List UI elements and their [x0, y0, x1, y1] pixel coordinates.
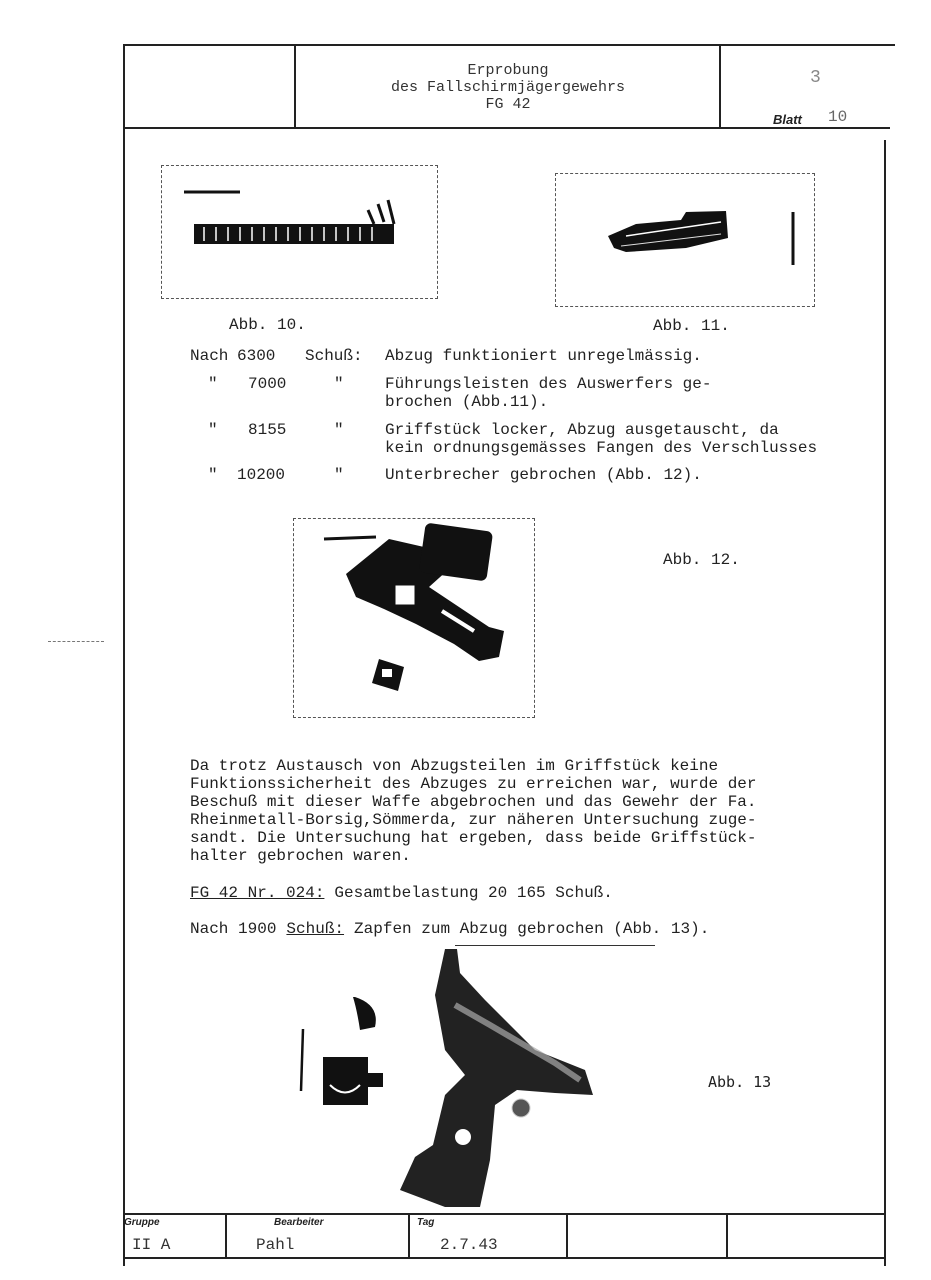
title-line-3: FG 42 — [485, 96, 531, 113]
paragraph-line: Rheinmetall-Borsig,Sömmerda, zur näheren Untersuchung zuge- — [190, 811, 757, 829]
frame-right — [884, 140, 886, 1266]
caption-abb-12: Abb. 12. — [663, 551, 740, 569]
weapon-2-summary: Gesamtbelastung 20 165 Schuß. — [334, 884, 613, 902]
title-line-1: Erprobung — [467, 62, 549, 79]
document-title — [296, 62, 720, 113]
entry-ditto: " — [334, 466, 344, 484]
scale-bar — [301, 1029, 303, 1091]
caption-abb-10: Abb. 10. — [229, 316, 306, 334]
entry-description — [385, 421, 817, 457]
note-prefix: Nach 1900 — [190, 920, 277, 938]
entry-shots: 6300 — [237, 347, 276, 365]
entry-ditto: " — [334, 375, 344, 393]
weapon-2-heading: FG 42 Nr. 024: — [190, 884, 325, 902]
paragraph-line: Beschuß mit dieser Waffe abgebrochen und das Gewehr der Fa. — [190, 793, 757, 811]
tag-value: 2.7.43 — [440, 1236, 498, 1254]
gruppe-value: II A — [132, 1236, 171, 1254]
margin-mark — [48, 641, 104, 643]
interrupter-photo — [294, 519, 534, 717]
entry-prefix: Nach — [190, 347, 229, 365]
blatt-label: Blatt — [773, 112, 802, 127]
figure-abb-10 — [161, 165, 438, 299]
caption-abb-11: Abb. 11. — [653, 317, 730, 335]
entry-description-line: brochen (Abb.11). — [385, 393, 549, 411]
weapon-2-note — [190, 920, 709, 938]
entry-shots: 8155 — [248, 421, 287, 439]
frame-top — [125, 44, 895, 46]
frame-bottom — [123, 1257, 886, 1259]
spring-body — [194, 224, 394, 244]
entry-shots: 10200 — [237, 466, 286, 484]
entry-description: Abzug funktioniert unregelmässig. — [385, 347, 702, 365]
entry-description-line: Griffstück locker, Abzug ausgetauscht, da — [385, 421, 779, 439]
pin-hole — [455, 1129, 471, 1145]
title-line-2: des Fallschirmjägergewehrs — [390, 79, 626, 96]
footer-divider-3 — [566, 1215, 568, 1258]
footer-divider-2 — [408, 1215, 410, 1258]
bearbeiter-label: Bearbeiter — [274, 1217, 324, 1228]
entry-ditto: " — [208, 466, 218, 484]
footer-divider-1 — [225, 1215, 227, 1258]
entry-unit: Schuß: — [305, 347, 363, 365]
entry-description-line: Führungsleisten des Auswerfers ge- — [385, 375, 712, 393]
figure-abb-13 — [285, 945, 665, 1213]
frame-left — [123, 44, 125, 1266]
spring-photo — [162, 166, 437, 298]
paragraph-line: halter gebrochen waren. — [190, 847, 411, 865]
gruppe-label: Gruppe — [124, 1217, 160, 1228]
entry-ditto: " — [334, 421, 344, 439]
scale-bar — [324, 537, 376, 539]
trigger-housing — [400, 949, 593, 1207]
note-unit: Schuß: — [286, 920, 345, 938]
paragraph-line: Da trotz Austausch von Abzugsteilen im Griffstück keine — [190, 757, 719, 775]
figure-13-top-rule — [455, 945, 655, 946]
header-bottom-rule — [123, 127, 890, 129]
tag-label: Tag — [417, 1217, 435, 1228]
entry-description — [385, 466, 702, 484]
figure-abb-11 — [555, 173, 815, 307]
footer-divider-4 — [726, 1215, 728, 1258]
bearbeiter-value: Pahl — [256, 1236, 295, 1254]
figure-abb-12 — [293, 518, 535, 718]
entry-shots: 7000 — [248, 375, 287, 393]
paragraph-line: Funktionssicherheit des Abzuges zu erreichen war, wurde der — [190, 775, 757, 793]
ejector-photo — [556, 174, 814, 306]
paragraph-line: sandt. Die Untersuchung hat ergeben, dass beide Griffstück- — [190, 829, 757, 847]
entry-description-line: kein ordnungsgemässes Fangen des Verschlusses — [385, 439, 818, 457]
entry-description-line: Unterbrecher gebrochen (Abb. 12). — [385, 466, 702, 484]
trigger-parts-photo — [285, 945, 665, 1213]
summary-paragraph — [190, 757, 757, 865]
crescent-part — [353, 997, 376, 1030]
block-part — [323, 1057, 368, 1105]
page-number: 3 — [810, 68, 821, 88]
entry-ditto: " — [208, 375, 218, 393]
note-text: Zapfen zum Abzug gebrochen (Abb. 13). — [354, 920, 710, 938]
spring-broken-end — [368, 200, 394, 224]
entry-ditto: " — [208, 421, 218, 439]
entry-description — [385, 375, 711, 411]
footer-top-rule — [123, 1213, 886, 1215]
caption-abb-13: Abb. 13 — [708, 1073, 772, 1091]
weapon-2-line — [190, 884, 613, 902]
blatt-value: 10 — [828, 108, 848, 126]
